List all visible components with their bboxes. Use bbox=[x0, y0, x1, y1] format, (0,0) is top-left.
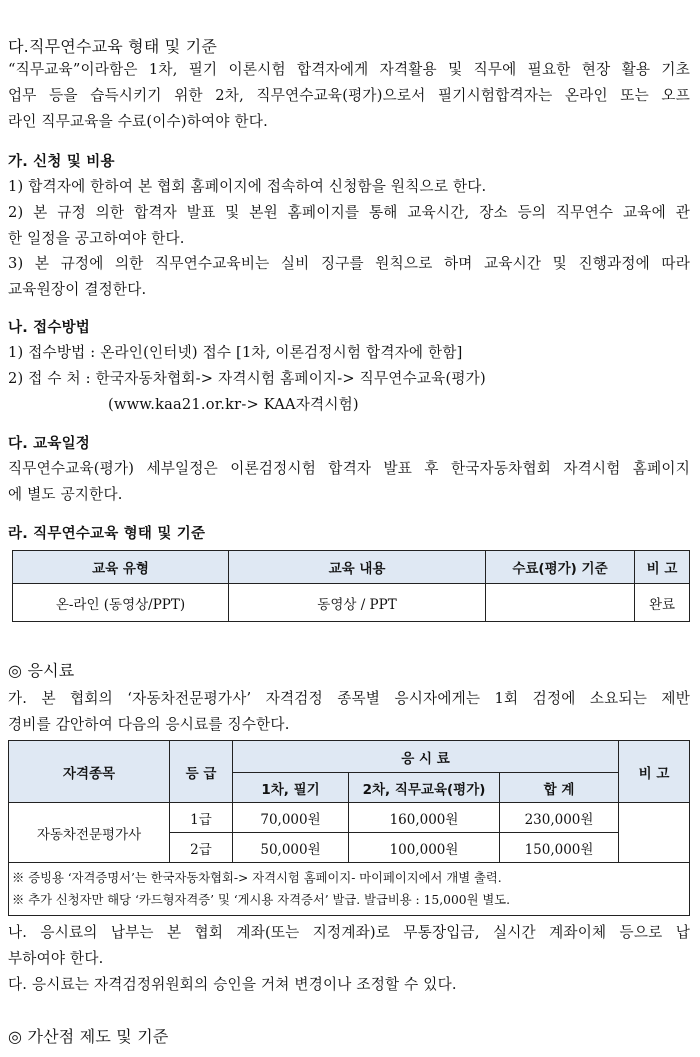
table-cell: 2급 bbox=[170, 833, 233, 863]
table-cell: 70,000원 bbox=[233, 803, 349, 833]
website-link-text: (www.kaa21.or.kr-> KAA자격시험) bbox=[108, 396, 359, 413]
list-item: 1) 합격자에 한하여 본 협회 홈페이지에 접속하여 신청함을 원칙으로 한다. bbox=[8, 178, 487, 195]
list-item: 3) 본 규정에 의한 직무연수교육비는 실비 징구를 원칙으로 하며 교육시간 및 진행과정에 따라 bbox=[8, 255, 690, 272]
table-header-row bbox=[13, 551, 690, 584]
table-header-cell: 2차, 직무교육(평가) bbox=[349, 773, 500, 803]
table-cell: 150,000원 bbox=[500, 833, 619, 863]
table-header-cell: 응 시 료 bbox=[233, 741, 619, 773]
section-title-exam-fee: ◎ 응시료 bbox=[8, 661, 75, 680]
list-item: 2) 본 규정 의한 합격자 발표 및 본원 홈페이지를 통해 교육시간, 장소 등의 직무연수 교육에 관 bbox=[8, 204, 690, 221]
paragraph-line: 나. 응시료의 납부는 본 협회 계좌(또는 지정계좌)로 무통장입금, 실시간 계좌이체 등으로 납 bbox=[8, 924, 690, 941]
table-header-cell: 비 고 bbox=[635, 551, 690, 584]
table-header-cell: 교육 유형 bbox=[13, 551, 229, 584]
table-header-cell: 합 계 bbox=[500, 773, 619, 803]
table-note: ※ 추가 신청자만 해당 ‘카드형자격증’ 및 ‘게시용 자격증서’ 발급. 발급비용 : 15,000원 별도. bbox=[12, 893, 511, 907]
paragraph-line: “직무교육”이라함은 1차, 필기 이론시험 합격자에게 자격활용 및 직무에 필요한 현장 활용 기초 bbox=[8, 61, 690, 78]
section-title-job-training: 다.직무연수교육 형태 및 기준 bbox=[8, 37, 218, 56]
exam-fee-table bbox=[8, 740, 690, 916]
table-cell bbox=[486, 584, 635, 622]
list-item: 2) 접 수 처 : 한국자동차협회-> 자격시험 홈페이지-> 직무연수교육(평가) bbox=[8, 370, 486, 387]
section-heading-reception: 나. 접수방법 bbox=[8, 320, 90, 336]
table-header-cell: 비 고 bbox=[619, 741, 690, 803]
list-item-continued: 한 일정을 공고하여야 한다. bbox=[8, 230, 185, 247]
list-item: 1) 접수방법 : 온라인(인터넷) 접수 [1차, 이론검정시험 합격자에 한함] bbox=[8, 344, 463, 361]
paragraph-line: 직무연수교육(평가) 세부일정은 이론검정시험 합격자 발표 후 한국자동차협회 자격시험 홈페이지 bbox=[8, 460, 690, 477]
paragraph-line: 업무 등을 습득시키기 위한 2차, 직무연수교육(평가)으로서 필기시험합격자는 온라인 또는 오프 bbox=[8, 87, 690, 104]
training-type-table bbox=[12, 550, 690, 622]
table-header-cell: 수료(평가) 기준 bbox=[486, 551, 635, 584]
paragraph-line: 부하여야 한다. bbox=[8, 950, 104, 967]
table-cell: 온-라인 (동영상/PPT) bbox=[13, 584, 229, 622]
table-row bbox=[9, 803, 690, 833]
list-item-continued: 교육원장이 결정한다. bbox=[8, 281, 147, 298]
table-cell: 160,000원 bbox=[349, 803, 500, 833]
table-notes-cell bbox=[9, 863, 690, 916]
section-title-bonus-points: ◎ 가산점 제도 및 기준 bbox=[8, 1027, 169, 1046]
section-heading-schedule: 다. 교육일정 bbox=[8, 436, 90, 452]
paragraph-line: 가. 본 협회의 ‘자동차전문평가사’ 자격검정 종목별 응시자에게는 1회 검정에 소요되는 제반 bbox=[8, 690, 690, 707]
section-heading-application: 가. 신청 및 비용 bbox=[8, 154, 115, 170]
table-header-cell: 등 급 bbox=[170, 741, 233, 803]
table-cell: 동영상 / PPT bbox=[229, 584, 486, 622]
section-heading-training-type: 라. 직무연수교육 형태 및 기준 bbox=[8, 526, 206, 542]
table-header-row bbox=[9, 741, 690, 773]
table-note: ※ 증빙용 ‘자격증명서’는 한국자동차협회-> 자격시험 홈페이지- 마이페이지에서 개별 출력. bbox=[12, 871, 502, 885]
paragraph-line: 다. 응시료는 자격검정위원회의 승인을 거쳐 변경이나 조정할 수 있다. bbox=[8, 976, 457, 993]
table-cell: 50,000원 bbox=[233, 833, 349, 863]
paragraph-line: 에 별도 공지한다. bbox=[8, 486, 123, 503]
paragraph-line: 라인 직무교육을 수료(이수)하여야 한다. bbox=[8, 113, 268, 130]
table-cell: 완료 bbox=[635, 584, 690, 622]
table-cell bbox=[619, 803, 690, 863]
table-notes-row bbox=[9, 863, 690, 916]
table-cell: 100,000원 bbox=[349, 833, 500, 863]
paragraph-line: 경비를 감안하여 다음의 응시료를 징수한다. bbox=[8, 716, 290, 733]
table-header-cell: 교육 내용 bbox=[229, 551, 486, 584]
table-header-cell: 자격종목 bbox=[9, 741, 170, 803]
table-cell: 1급 bbox=[170, 803, 233, 833]
table-header-cell: 1차, 필기 bbox=[233, 773, 349, 803]
table-cell: 230,000원 bbox=[500, 803, 619, 833]
table-row bbox=[13, 584, 690, 622]
table-cell: 자동차전문평가사 bbox=[9, 803, 170, 863]
